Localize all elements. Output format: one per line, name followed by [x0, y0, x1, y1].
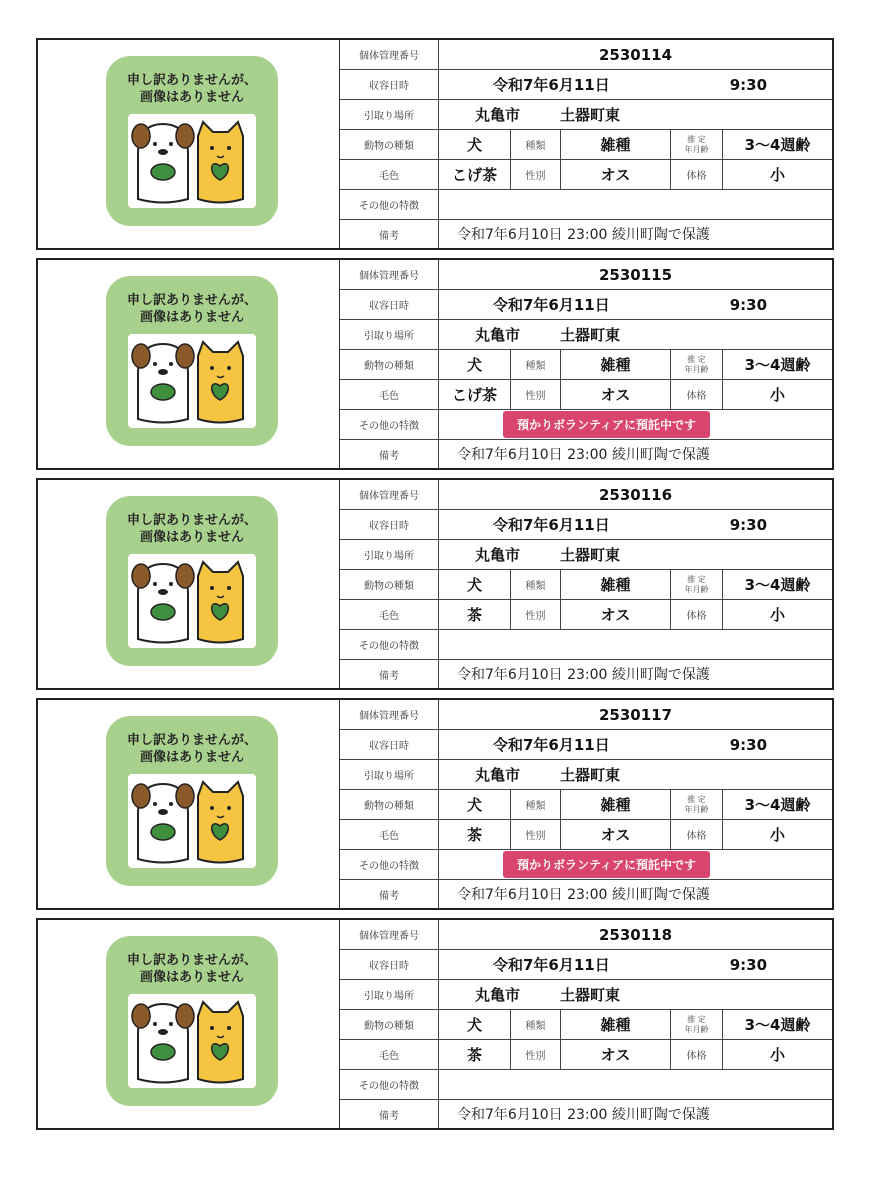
label-place: 引取り場所	[364, 331, 414, 342]
label-age	[670, 350, 722, 379]
breed-value: 雑種	[560, 350, 670, 379]
info-table	[340, 700, 832, 908]
time-value: 9:30	[729, 955, 768, 974]
no-image-text	[106, 512, 278, 546]
age-value: 3～4週齢	[722, 350, 832, 379]
place-cell	[438, 100, 832, 129]
dog-and-cat-icon	[128, 554, 256, 648]
town-value: 土器町東	[560, 546, 621, 564]
animal-card	[36, 38, 834, 250]
animal-value: 犬	[438, 350, 510, 379]
date-value: 令和7年6月11日	[493, 736, 610, 754]
info-table	[340, 920, 832, 1128]
color-value: こげ茶	[438, 160, 510, 189]
id-value: 2530118	[438, 920, 832, 949]
table-row	[340, 660, 832, 688]
place-cell	[438, 760, 832, 789]
animal-value: 犬	[438, 1010, 510, 1039]
label-id: 個体管理番号	[359, 931, 419, 942]
label-remarks: 備考	[379, 890, 399, 902]
label-place: 引取り場所	[364, 551, 414, 562]
no-image-placeholder	[106, 276, 278, 446]
no-image-line2: 画像はありません	[139, 530, 244, 545]
table-row	[340, 950, 832, 980]
label-type: 動物の種類	[364, 581, 414, 592]
table-row	[340, 410, 832, 440]
table-row	[340, 190, 832, 220]
table-row	[340, 630, 832, 660]
table-row	[340, 70, 832, 100]
label-sex: 性別	[510, 600, 560, 629]
label-features: その他の特徴	[359, 421, 419, 432]
features-cell	[438, 850, 832, 879]
sex-value: オス	[560, 380, 670, 409]
no-image-placeholder	[106, 496, 278, 666]
table-row	[340, 820, 832, 850]
no-image-line2: 画像はありません	[139, 310, 244, 325]
breed-value: 雑種	[560, 130, 670, 159]
label-size: 体格	[670, 820, 722, 849]
no-image-text	[106, 732, 278, 766]
photo-cell	[38, 700, 340, 908]
animal-value: 犬	[438, 570, 510, 599]
no-image-text	[106, 952, 278, 986]
city-value: 丸亀市	[475, 326, 521, 344]
date-cell	[438, 70, 832, 99]
breed-value: 雑種	[560, 1010, 670, 1039]
table-row	[340, 350, 832, 380]
label-size: 体格	[670, 600, 722, 629]
label-date: 収容日時	[369, 81, 409, 92]
table-row	[340, 100, 832, 130]
table-row	[340, 260, 832, 290]
remarks-value: 令和7年6月10日 23:00 綾川町陶で保護	[438, 220, 832, 248]
place-cell	[438, 980, 832, 1009]
label-size: 体格	[670, 380, 722, 409]
label-age-text: 推 定 年月齢	[684, 794, 709, 814]
label-id: 個体管理番号	[359, 51, 419, 62]
dog-and-cat-icon	[128, 774, 256, 868]
place-cell	[438, 320, 832, 349]
color-value: 茶	[438, 1040, 510, 1069]
date-cell	[438, 950, 832, 979]
label-remarks: 備考	[379, 230, 399, 242]
features-cell	[438, 190, 832, 219]
table-row	[340, 220, 832, 248]
no-image-line1: 申し訳ありませんが、	[126, 73, 257, 88]
no-image-line2: 画像はありません	[139, 970, 244, 985]
remarks-value: 令和7年6月10日 23:00 綾川町陶で保護	[438, 440, 832, 468]
table-row	[340, 700, 832, 730]
features-cell	[438, 410, 832, 439]
label-place: 引取り場所	[364, 111, 414, 122]
city-value: 丸亀市	[475, 546, 521, 564]
no-image-line1: 申し訳ありませんが、	[126, 733, 257, 748]
dog-and-cat-icon	[128, 994, 256, 1088]
animal-value: 犬	[438, 130, 510, 159]
id-value: 2530116	[438, 480, 832, 509]
size-value: 小	[722, 1040, 832, 1069]
time-value: 9:30	[729, 515, 768, 534]
city-value: 丸亀市	[475, 106, 521, 124]
breed-value: 雑種	[560, 790, 670, 819]
label-age	[670, 570, 722, 599]
info-table	[340, 40, 832, 248]
label-color: 毛色	[379, 391, 399, 402]
table-row	[340, 570, 832, 600]
label-date: 収容日時	[369, 521, 409, 532]
label-place: 引取り場所	[364, 991, 414, 1002]
foster-badge: 預かりボランティアに預託中です	[503, 411, 710, 438]
time-value: 9:30	[729, 295, 768, 314]
table-row	[340, 540, 832, 570]
no-image-line2: 画像はありません	[139, 750, 244, 765]
remarks-value: 令和7年6月10日 23:00 綾川町陶で保護	[438, 880, 832, 908]
table-row	[340, 290, 832, 320]
date-value: 令和7年6月11日	[493, 76, 610, 94]
label-breed: 種類	[510, 130, 560, 159]
table-row	[340, 850, 832, 880]
no-image-placeholder	[106, 56, 278, 226]
label-breed: 種類	[510, 570, 560, 599]
photo-cell	[38, 920, 340, 1128]
breed-value: 雑種	[560, 570, 670, 599]
age-value: 3～4週齢	[722, 130, 832, 159]
table-row	[340, 1100, 832, 1128]
sex-value: オス	[560, 1040, 670, 1069]
table-row	[340, 160, 832, 190]
label-date: 収容日時	[369, 741, 409, 752]
label-date: 収容日時	[369, 961, 409, 972]
label-type: 動物の種類	[364, 1021, 414, 1032]
animal-card	[36, 698, 834, 910]
animal-card	[36, 258, 834, 470]
sex-value: オス	[560, 160, 670, 189]
age-value: 3～4週齢	[722, 570, 832, 599]
label-place: 引取り場所	[364, 771, 414, 782]
no-image-line2: 画像はありません	[139, 90, 244, 105]
date-value: 令和7年6月11日	[493, 516, 610, 534]
label-features: その他の特徴	[359, 1081, 419, 1092]
town-value: 土器町東	[560, 766, 621, 784]
no-image-art	[128, 774, 256, 868]
no-image-line1: 申し訳ありませんが、	[126, 953, 257, 968]
age-value: 3～4週齢	[722, 1010, 832, 1039]
dog-and-cat-icon	[128, 334, 256, 428]
no-image-text	[106, 292, 278, 326]
photo-cell	[38, 480, 340, 688]
table-row	[340, 440, 832, 468]
label-type: 動物の種類	[364, 141, 414, 152]
table-row	[340, 510, 832, 540]
city-value: 丸亀市	[475, 986, 521, 1004]
table-row	[340, 380, 832, 410]
date-cell	[438, 510, 832, 539]
foster-badge: 預かりボランティアに預託中です	[503, 851, 710, 878]
date-value: 令和7年6月11日	[493, 956, 610, 974]
label-color: 毛色	[379, 831, 399, 842]
table-row	[340, 920, 832, 950]
animal-card	[36, 918, 834, 1130]
sex-value: オス	[560, 820, 670, 849]
dog-and-cat-icon	[128, 114, 256, 208]
table-row	[340, 1040, 832, 1070]
town-value: 土器町東	[560, 106, 621, 124]
info-table	[340, 480, 832, 688]
size-value: 小	[722, 380, 832, 409]
label-remarks: 備考	[379, 450, 399, 462]
label-age-text: 推 定 年月齢	[684, 134, 709, 154]
table-row	[340, 40, 832, 70]
info-table	[340, 260, 832, 468]
label-color: 毛色	[379, 611, 399, 622]
size-value: 小	[722, 600, 832, 629]
photo-cell	[38, 260, 340, 468]
color-value: こげ茶	[438, 380, 510, 409]
table-row	[340, 790, 832, 820]
time-value: 9:30	[729, 75, 768, 94]
features-cell	[438, 1070, 832, 1099]
photo-cell	[38, 40, 340, 248]
label-breed: 種類	[510, 1010, 560, 1039]
label-remarks: 備考	[379, 1110, 399, 1122]
town-value: 土器町東	[560, 326, 621, 344]
table-row	[340, 880, 832, 908]
label-id: 個体管理番号	[359, 271, 419, 282]
label-sex: 性別	[510, 160, 560, 189]
id-value: 2530117	[438, 700, 832, 729]
table-row	[340, 980, 832, 1010]
no-image-text	[106, 72, 278, 106]
label-color: 毛色	[379, 171, 399, 182]
table-row	[340, 320, 832, 350]
date-cell	[438, 290, 832, 319]
label-remarks: 備考	[379, 670, 399, 682]
color-value: 茶	[438, 820, 510, 849]
label-age-text: 推 定 年月齢	[684, 1014, 709, 1034]
label-breed: 種類	[510, 790, 560, 819]
label-age	[670, 130, 722, 159]
animal-value: 犬	[438, 790, 510, 819]
label-sex: 性別	[510, 1040, 560, 1069]
no-image-art	[128, 334, 256, 428]
label-age	[670, 1010, 722, 1039]
city-value: 丸亀市	[475, 766, 521, 784]
label-features: その他の特徴	[359, 641, 419, 652]
table-row	[340, 1010, 832, 1040]
label-type: 動物の種類	[364, 801, 414, 812]
no-image-line1: 申し訳ありませんが、	[126, 513, 257, 528]
table-row	[340, 600, 832, 630]
label-color: 毛色	[379, 1051, 399, 1062]
label-id: 個体管理番号	[359, 711, 419, 722]
label-size: 体格	[670, 160, 722, 189]
table-row	[340, 130, 832, 160]
table-row	[340, 730, 832, 760]
remarks-value: 令和7年6月10日 23:00 綾川町陶で保護	[438, 660, 832, 688]
no-image-art	[128, 994, 256, 1088]
no-image-line1: 申し訳ありませんが、	[126, 293, 257, 308]
label-sex: 性別	[510, 380, 560, 409]
label-features: その他の特徴	[359, 201, 419, 212]
town-value: 土器町東	[560, 986, 621, 1004]
table-row	[340, 1070, 832, 1100]
sex-value: オス	[560, 600, 670, 629]
label-breed: 種類	[510, 350, 560, 379]
label-sex: 性別	[510, 820, 560, 849]
time-value: 9:30	[729, 735, 768, 754]
color-value: 茶	[438, 600, 510, 629]
label-features: その他の特徴	[359, 861, 419, 872]
id-value: 2530114	[438, 40, 832, 69]
size-value: 小	[722, 820, 832, 849]
label-id: 個体管理番号	[359, 491, 419, 502]
label-type: 動物の種類	[364, 361, 414, 372]
table-row	[340, 760, 832, 790]
features-cell	[438, 630, 832, 659]
no-image-placeholder	[106, 936, 278, 1106]
size-value: 小	[722, 160, 832, 189]
no-image-art	[128, 554, 256, 648]
no-image-art	[128, 114, 256, 208]
animal-card	[36, 478, 834, 690]
place-cell	[438, 540, 832, 569]
label-age	[670, 790, 722, 819]
table-row	[340, 480, 832, 510]
label-date: 収容日時	[369, 301, 409, 312]
age-value: 3～4週齢	[722, 790, 832, 819]
date-value: 令和7年6月11日	[493, 296, 610, 314]
remarks-value: 令和7年6月10日 23:00 綾川町陶で保護	[438, 1100, 832, 1128]
label-size: 体格	[670, 1040, 722, 1069]
label-age-text: 推 定 年月齢	[684, 354, 709, 374]
id-value: 2530115	[438, 260, 832, 289]
date-cell	[438, 730, 832, 759]
label-age-text: 推 定 年月齢	[684, 574, 709, 594]
no-image-placeholder	[106, 716, 278, 886]
